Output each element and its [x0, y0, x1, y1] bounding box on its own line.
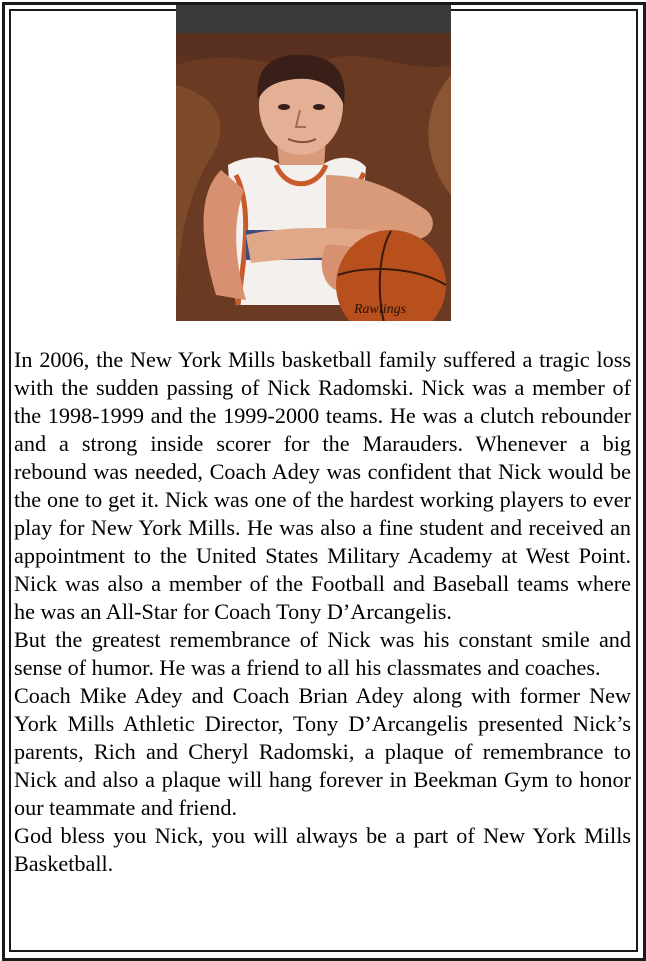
article-paragraph-1: In 2006, the New York Mills basketball family suffered a tragic loss with the sudden passing of Nick Radomski. Nick was a member of the 1998-1999 and the 1999-2000 teams. He was a clutch rebounder and a strong inside scorer for the Marauders. Whenever a big rebound was needed, Coach Adey was confident that Nick would be the one to get it. Nick was one of the hardest working players to ever play for New York Mills. He was also a fine student and received an appointment to the United States Military Academy at West Point. Nick was also a member of the Football and Baseball teams where he was an All-Star for Coach Tony D’Arcangelis.: [14, 347, 631, 624]
ball-brand-text: Rawlings: [354, 302, 407, 317]
article-paragraph-3: Coach Mike Adey and Coach Brian Adey along with former New York Mills Athletic Director, Tony D’Arcangelis presented Nick’s parents, Rich and Cheryl Radomski, a plaque of remembrance to Nick and also a plaque will hang forever in Beekman Gym to honor our teammate and friend.: [14, 683, 631, 820]
player-photo: [176, 5, 451, 321]
article-paragraph-2: But the greatest remembrance of Nick was his constant smile and sense of humor. He was a friend to all his classmates and coaches.: [14, 627, 631, 680]
article-paragraph-4: God bless you Nick, you will always be a part of New York Mills Basketball.: [14, 823, 631, 876]
tribute-article: [14, 346, 631, 878]
